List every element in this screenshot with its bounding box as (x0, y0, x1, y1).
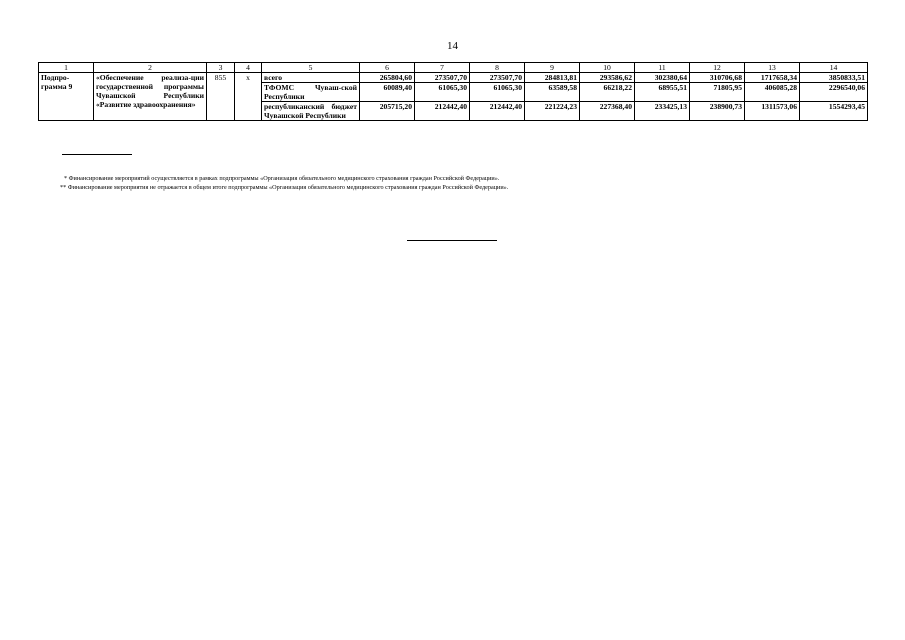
table-cell: 61065,30 (415, 83, 470, 102)
column-header: 5 (262, 63, 360, 73)
column-number-row (39, 63, 868, 73)
column-header: 1 (39, 63, 94, 73)
table-cell: 238900,73 (690, 102, 745, 121)
column-header: 14 (800, 63, 868, 73)
table-cell: 212442,40 (415, 102, 470, 121)
subprogram-label: Подпро-грамма 9 (39, 73, 94, 121)
page-number: 14 (447, 40, 458, 52)
footnote-divider (62, 154, 132, 155)
financing-table (38, 62, 868, 121)
column-header: 12 (690, 63, 745, 73)
source-label: ТФОМС Чуваш-ской Республики (262, 83, 360, 102)
column-header: 8 (470, 63, 525, 73)
table-cell: 71805,95 (690, 83, 745, 102)
table-cell: 310706,68 (690, 73, 745, 83)
column-header: 11 (635, 63, 690, 73)
table-cell: 205715,20 (360, 102, 415, 121)
table-cell: 2296540,06 (800, 83, 868, 102)
table-cell: 284813,81 (525, 73, 580, 83)
table-cell: 221224,23 (525, 102, 580, 121)
table-cell: 227368,40 (580, 102, 635, 121)
grbs-code: 855 (207, 73, 235, 121)
table-cell: 1554293,45 (800, 102, 868, 121)
table-cell: 406085,28 (745, 83, 800, 102)
subprogram-title: «Обеспечение реализа-ции государственной программы Чувашской Республики «Развитие здравоохранения» (94, 73, 207, 121)
column-header: 7 (415, 63, 470, 73)
column-header: 10 (580, 63, 635, 73)
table-cell: 1717658,34 (745, 73, 800, 83)
table-cell: 265804,60 (360, 73, 415, 83)
table-cell: 233425,13 (635, 102, 690, 121)
table-cell: 63589,58 (525, 83, 580, 102)
table-cell: 3850833,51 (800, 73, 868, 83)
table-row (39, 73, 868, 83)
table-cell: 273507,70 (415, 73, 470, 83)
table-cell: 302380,64 (635, 73, 690, 83)
table-cell: 293586,62 (580, 73, 635, 83)
source-label: всего (262, 73, 360, 83)
column-header: 13 (745, 63, 800, 73)
table-cell: 66218,22 (580, 83, 635, 102)
table-cell: 68955,51 (635, 83, 690, 102)
column-header: 9 (525, 63, 580, 73)
table-cell: 273507,70 (470, 73, 525, 83)
table-cell: 212442,40 (470, 102, 525, 121)
table-cell: 61065,30 (470, 83, 525, 102)
section-code: x (235, 73, 262, 121)
column-header: 6 (360, 63, 415, 73)
column-header: 2 (94, 63, 207, 73)
source-label: республиканский бюджет Чувашской Республики (262, 102, 360, 121)
footnote-2: ** Финансирование мероприятия не отражается в общем итоге подпрограммы «Организация обязательного медицинского страхования граждан Российской Федерации». (60, 184, 509, 191)
column-header: 3 (207, 63, 235, 73)
column-header: 4 (235, 63, 262, 73)
table-cell: 1311573,06 (745, 102, 800, 121)
end-divider (407, 240, 497, 241)
table-cell: 60089,40 (360, 83, 415, 102)
footnote-1: * Финансирование мероприятий осуществляется в рамках подпрограммы «Организация обязательного медицинского страхования граждан Российской Федерации». (64, 175, 500, 182)
